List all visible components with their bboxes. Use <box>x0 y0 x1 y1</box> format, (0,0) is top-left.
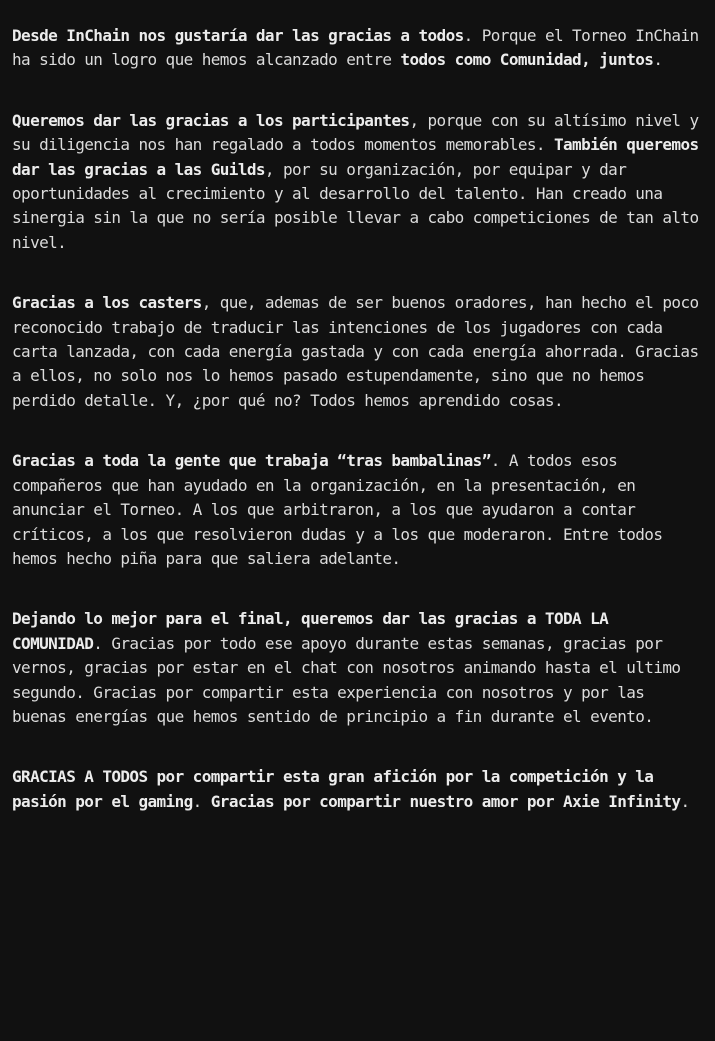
paragraph-thanks-all <box>12 765 703 814</box>
text-bold: Desde InChain nos gustaría dar las gracias a todos <box>12 26 464 45</box>
text-bold: todos como Comunidad, juntos <box>400 50 654 70</box>
text-regular: , porque con su altísimo nivel y su diligencia nos han regalado a todos momentos memorables. <box>12 110 699 155</box>
text-regular: . <box>680 791 690 811</box>
paragraph-thanks-community <box>12 607 703 729</box>
text-bold: Gracias a los casters <box>12 293 202 313</box>
text-bold: Gracias por compartir nuestro amor por Axie Infinity <box>210 791 681 811</box>
text-bold: También queremos dar las gracias a las Guilds <box>12 135 699 179</box>
paragraph-thanks-participants <box>12 109 703 255</box>
text-regular: , que, ademas de ser buenos oradores, han hecho el poco reconocido trabajo de traducir las intenciones de los jugadores con cada carta lanzada, con cada energía gastada y con cada energía ahorrada. Gracias a ellos, no solo nos lo hemos pasado estupendamente, sino que no hemos perdido detalle. Y, ¿por qué no? Todos hemos aprendido cosas. <box>12 293 699 410</box>
text-regular: . <box>653 50 663 70</box>
paragraph-thanks-intro <box>12 24 703 73</box>
text-bold: Gracias a toda la gente que trabaja “tras bambalinas” <box>12 451 491 471</box>
paragraph-thanks-backstage <box>12 449 703 571</box>
text-bold: Queremos dar las gracias a los participantes <box>12 110 410 130</box>
text-bold: Dejando lo mejor para el final, queremos dar las gracias a TODA LA COMUNIDAD <box>12 609 609 653</box>
text-regular: . A todos esos compañeros que han ayudado en la organización, en la presentación, en anunciar el Torneo. A los que arbitraron, a los que ayudaron a contar críticos, a los que resolvieron dudas y a los que moderaron. Entre todos hemos hecho piña para que saliera adelante. <box>12 451 663 568</box>
text-regular: , por su organización, por equipar y dar oportunidades al crecimiento y al desarrollo del talento. Han creado una sinergia sin la que no sería posible llevar a cabo competiciones de tan alto nivel. <box>12 159 699 252</box>
text-regular: . <box>192 791 211 811</box>
text-bold: GRACIAS A TODOS por compartir esta gran afición por la competición y la pasión por el gaming <box>12 767 654 811</box>
paragraph-thanks-casters <box>12 291 703 413</box>
text-regular: . Porque el Torneo InChain ha sido un logro que hemos alcanzado entre <box>12 26 699 70</box>
text-regular: . Gracias por todo ese apoyo durante estas semanas, gracias por vernos, gracias por estar en el chat con nosotros animando hasta el ultimo segundo. Gracias por compartir esta experiencia con nosotros y por las buenas energías que hemos sentido de principio a fin durante el evento. <box>12 633 681 726</box>
